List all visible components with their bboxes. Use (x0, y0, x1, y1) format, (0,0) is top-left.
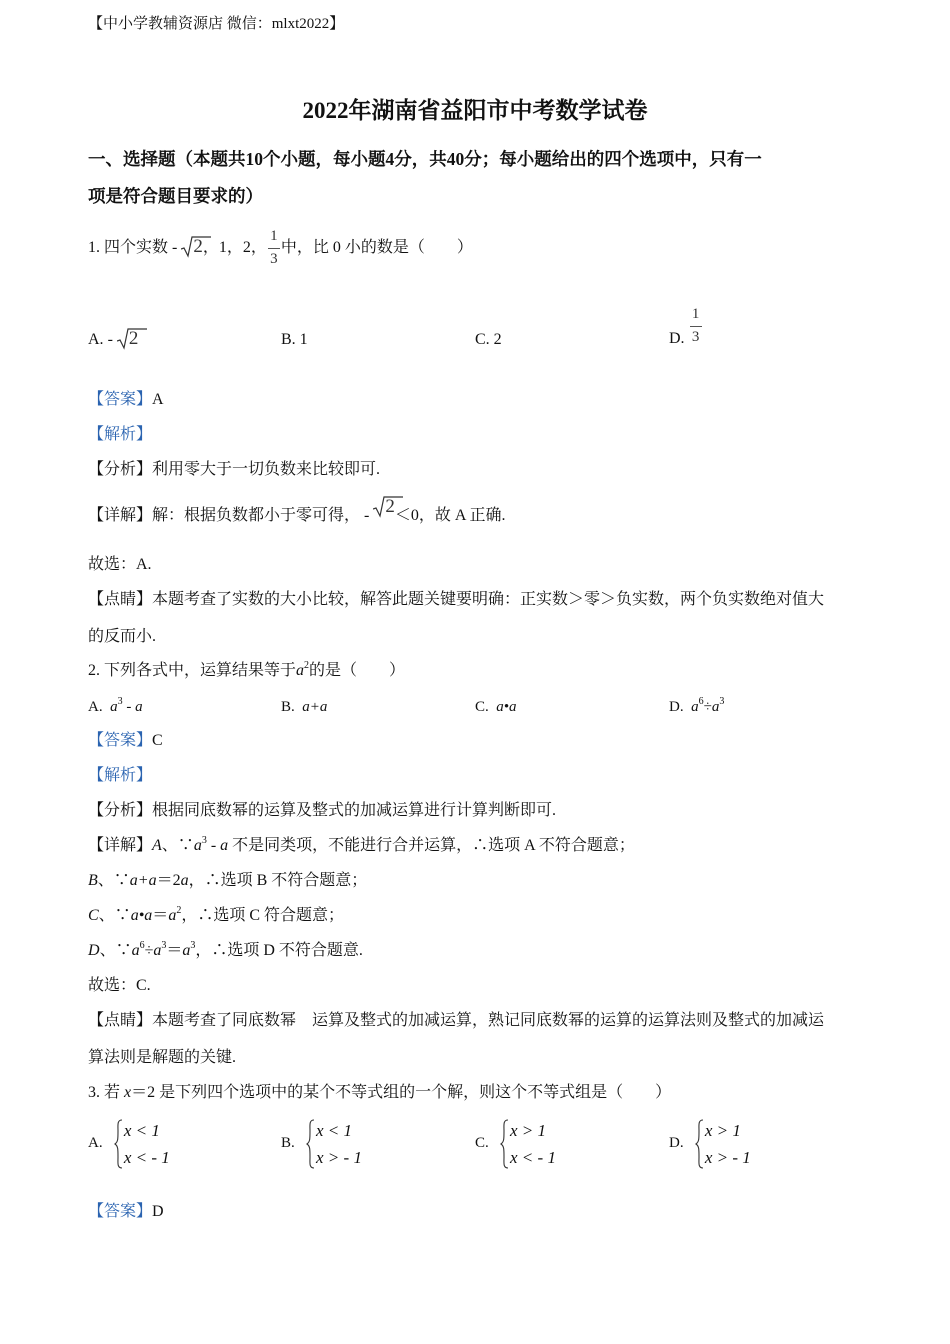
q1-fenxi (88, 460, 380, 480)
q2-detail-a (88, 836, 635, 856)
answer-tag: 【答案】 (88, 391, 153, 408)
q2-answer (88, 731, 163, 751)
q2-detail-b-var: a (180, 872, 189, 889)
q1-fraction (267, 228, 281, 268)
q2-detail-d-mid: 、∵ (99, 942, 132, 959)
q1-middle: ，1，2， (202, 239, 267, 256)
left-brace-icon (695, 1119, 704, 1169)
q1-xiangjie-radicand: 2 (385, 496, 395, 517)
q1-option-b: B. 1 (281, 331, 308, 348)
q3-option-a-row2: x < - 1 (123, 1147, 170, 1167)
q2-var: a (296, 662, 305, 679)
q1-xiangjie (88, 494, 506, 526)
q2-option-d-base2: a (711, 699, 720, 715)
q1-option-d-fraction (689, 306, 703, 346)
q1-stem (88, 226, 473, 270)
page-title: 2022年湖南省益阳市中考数学试卷 (302, 98, 648, 123)
q2-option-c (475, 697, 517, 717)
q2-detail-a-minus: - (206, 837, 221, 854)
q2-detail-a-base: a (193, 837, 202, 854)
q2-detail-d-exp: 6 (139, 940, 145, 951)
q1-dianjing-line2: 的反而小. (88, 628, 157, 645)
q2-detail-b-lead: B (88, 872, 98, 889)
q3-option-b (281, 1117, 366, 1169)
q2-detail-c-expr: a•a (130, 907, 153, 924)
section-heading-line2: 项是符合题目要求的） (88, 186, 263, 206)
q3-option-d-label: D. (669, 1135, 684, 1151)
q2-detail-b-tail: ，∴选项 B 不符合题意； (188, 872, 368, 889)
q1-choose: 故选：A. (88, 556, 152, 573)
answer-tag: 【答案】 (88, 1203, 153, 1220)
q1-option-d-num: 1 (691, 306, 700, 322)
q1-option-a-label: A. (88, 331, 104, 348)
q2-detail-d-div: ÷ (144, 942, 154, 959)
q3-option-c (475, 1117, 560, 1169)
q2-detail-c-base: a (168, 907, 177, 924)
fraction-bar (268, 248, 280, 249)
left-brace-icon (114, 1119, 123, 1169)
q2-detail-d-lead: D (88, 942, 100, 959)
q2-option-a-var: a (135, 699, 143, 715)
q3-option-d-system (695, 1119, 755, 1169)
q3-option-c-system (500, 1119, 560, 1169)
q2-dianjing-text1: 本题考查了同底数幂 运算及整式的加减运算，熟记同底数幂的运算的运算法则及整式的加减运 (152, 1012, 825, 1029)
q1-suffix: 中，比 0 小的数是（ ） (280, 239, 473, 256)
q2-exp: 2 (304, 660, 310, 671)
q2-prefix: 2. 下列各式中，运算结果等于 (88, 662, 297, 679)
q1-option-a (88, 326, 138, 354)
q2-detail-c-tail: ，∴选项 C 符合题意； (181, 907, 344, 924)
q1-dianjing-text1: 本题考查了实数的大小比较，解答此题关键要明确：正实数＞零＞负实数，两个负实数绝对值大 (152, 591, 825, 608)
q1-xiangjie-sqrt (373, 495, 395, 517)
q1-analysis-tag: 【解析】 (88, 426, 153, 443)
q3-prefix: 3. 若 (88, 1084, 125, 1101)
q3-option-b-system (306, 1119, 366, 1169)
q3-option-a (88, 1117, 174, 1169)
q2-detail-a-exp: 3 (201, 835, 207, 846)
q2-detail-a-tail: 不是同类项，不能进行合并运算，∴选项 A 不符合题意； (232, 837, 635, 854)
header-note: 【中小学教辅资源店 微信：mlxt2022】 (88, 16, 345, 32)
q2-option-c-label: C. (475, 699, 489, 715)
q1-answer (88, 390, 164, 410)
left-brace-icon (306, 1119, 315, 1169)
q3-option-b-label: B. (281, 1135, 295, 1151)
q2-dianjing-line2: 算法则是解题的关键. (88, 1049, 237, 1066)
q3-option-d (669, 1117, 755, 1169)
xiangjie-tag: 【详解】 (88, 507, 153, 524)
q1-option-a-sqrt (117, 327, 139, 349)
section-heading-line1: 一、选择题（本题共10个小题，每小题4分，共40分；每小题给出的四个选项中，只有一 (88, 149, 762, 169)
q2-option-d-label: D. (669, 699, 684, 715)
q1-radicand: 2 (193, 236, 203, 257)
q2-detail-c-eq: ＝ (152, 907, 169, 924)
q1-option-a-radicand: 2 (128, 328, 139, 349)
q2-detail-c (88, 906, 344, 926)
q3-var: x (124, 1084, 132, 1101)
q2-choose: 故选：C. (88, 977, 151, 994)
fenxi-tag: 【分析】 (88, 802, 153, 819)
q2-detail-d-tail: ，∴选项 D 不符合题意. (195, 942, 363, 959)
q2-detail-d-eq: ＝ (166, 942, 183, 959)
fenxi-tag: 【分析】 (88, 461, 153, 478)
q1-xiangjie-sign: - (364, 507, 370, 524)
q3-option-c-label: C. (475, 1135, 489, 1151)
q1-option-d-label: D. (669, 330, 685, 347)
q1-prefix: 1. 四个实数 - (88, 239, 182, 256)
q1-xiangjie-post: ＜0，故 A 正确. (394, 507, 506, 524)
q2-option-b-label: B. (281, 699, 295, 715)
q2-option-a-label: A. (88, 699, 103, 715)
q2-option-d-exp: 6 (698, 696, 704, 707)
radical-sign-icon (181, 235, 211, 259)
radical-sign-icon (373, 495, 403, 519)
q2-suffix: 的是（ ） (309, 662, 406, 679)
q2-detail-c-lead: C (88, 907, 99, 924)
q2-detail-b-eq: ＝2 (156, 872, 181, 889)
q3-stem (88, 1083, 671, 1103)
q2-stem (88, 661, 405, 681)
q3-option-c-row1: x > 1 (510, 1120, 547, 1140)
q3-option-d-row2: x > - 1 (704, 1147, 751, 1167)
q2-detail-d-base3: a (182, 942, 191, 959)
q2-detail-d-base: a (131, 942, 140, 959)
q1-xiangjie-pre: 解：根据负数都小于零可得， (152, 507, 361, 524)
q2-option-a (88, 697, 143, 717)
left-brace-icon (500, 1119, 509, 1169)
answer-tag: 【答案】 (88, 732, 153, 749)
radical-sign-icon (117, 327, 147, 351)
q2-detail-c-mid: 、∵ (98, 907, 131, 924)
q3-option-b-row2: x > - 1 (316, 1147, 362, 1167)
fraction-bar (690, 326, 702, 327)
q2-option-d-exp2: 3 (719, 696, 725, 707)
q3-suffix: ＝2 是下列四个选项中的某个不等式组的一个解，则这个不等式组是（ ） (131, 1084, 672, 1101)
q2-option-a-base: a (110, 699, 118, 715)
q2-option-a-exp: 3 (117, 696, 123, 707)
q1-answer-value: A (152, 391, 164, 408)
q2-fenxi-text: 根据同底数幂的运算及整式的加减运算进行计算判断即可. (152, 802, 557, 819)
q3-answer-value: D (152, 1203, 164, 1220)
q1-option-d-den: 3 (691, 329, 700, 345)
dianjing-tag: 【点睛】 (88, 1012, 153, 1029)
q1-frac-num: 1 (270, 228, 278, 245)
q2-detail-b (88, 871, 367, 891)
q2-detail-c-exp: 2 (176, 905, 182, 916)
q2-answer-value: C (152, 732, 163, 749)
q2-detail-a-var: a (220, 837, 229, 854)
q3-option-a-system (114, 1119, 174, 1169)
q2-analysis-tag: 【解析】 (88, 767, 153, 784)
xiangjie-tag: 【详解】 (88, 837, 153, 854)
q2-option-d-base: a (691, 699, 699, 715)
q1-option-d (669, 304, 703, 354)
q1-sqrt (181, 235, 203, 257)
q3-option-c-row2: x < - 1 (510, 1147, 556, 1167)
q2-detail-d-base2: a (153, 942, 162, 959)
q3-option-b-row1: x < 1 (316, 1120, 353, 1140)
q2-option-a-minus: - (122, 699, 136, 715)
q3-option-d-row1: x > 1 (704, 1120, 741, 1140)
q2-option-c-expr: a•a (496, 699, 517, 715)
dianjing-tag: 【点睛】 (88, 591, 153, 608)
q2-detail-d (88, 941, 363, 961)
q1-frac-den: 3 (270, 251, 278, 268)
q2-detail-b-mid: 、∵ (97, 872, 130, 889)
q2-option-d-div: ÷ (703, 699, 712, 715)
q2-option-b (281, 697, 327, 717)
q2-detail-a-lead: A (152, 837, 162, 854)
q2-option-b-expr: a+a (302, 699, 328, 715)
q1-fenxi-text: 利用零大于一切负数来比较即可. (152, 461, 381, 478)
q2-detail-b-expr: a+a (129, 872, 157, 889)
q2-option-d (669, 697, 724, 717)
q2-detail-a-mid: 、∵ (161, 837, 194, 854)
q2-fenxi (88, 801, 556, 821)
q1-dianjing-line1 (88, 590, 824, 610)
q1-option-c: C. 2 (475, 331, 502, 348)
q3-option-a-label: A. (88, 1135, 103, 1151)
q1-option-a-sign: - (107, 331, 113, 348)
q3-option-a-row1: x < 1 (123, 1120, 160, 1140)
q2-detail-d-exp3: 3 (190, 940, 196, 951)
q2-detail-d-exp2: 3 (161, 940, 167, 951)
q3-answer (88, 1202, 164, 1222)
q2-dianjing-line1 (88, 1011, 824, 1031)
